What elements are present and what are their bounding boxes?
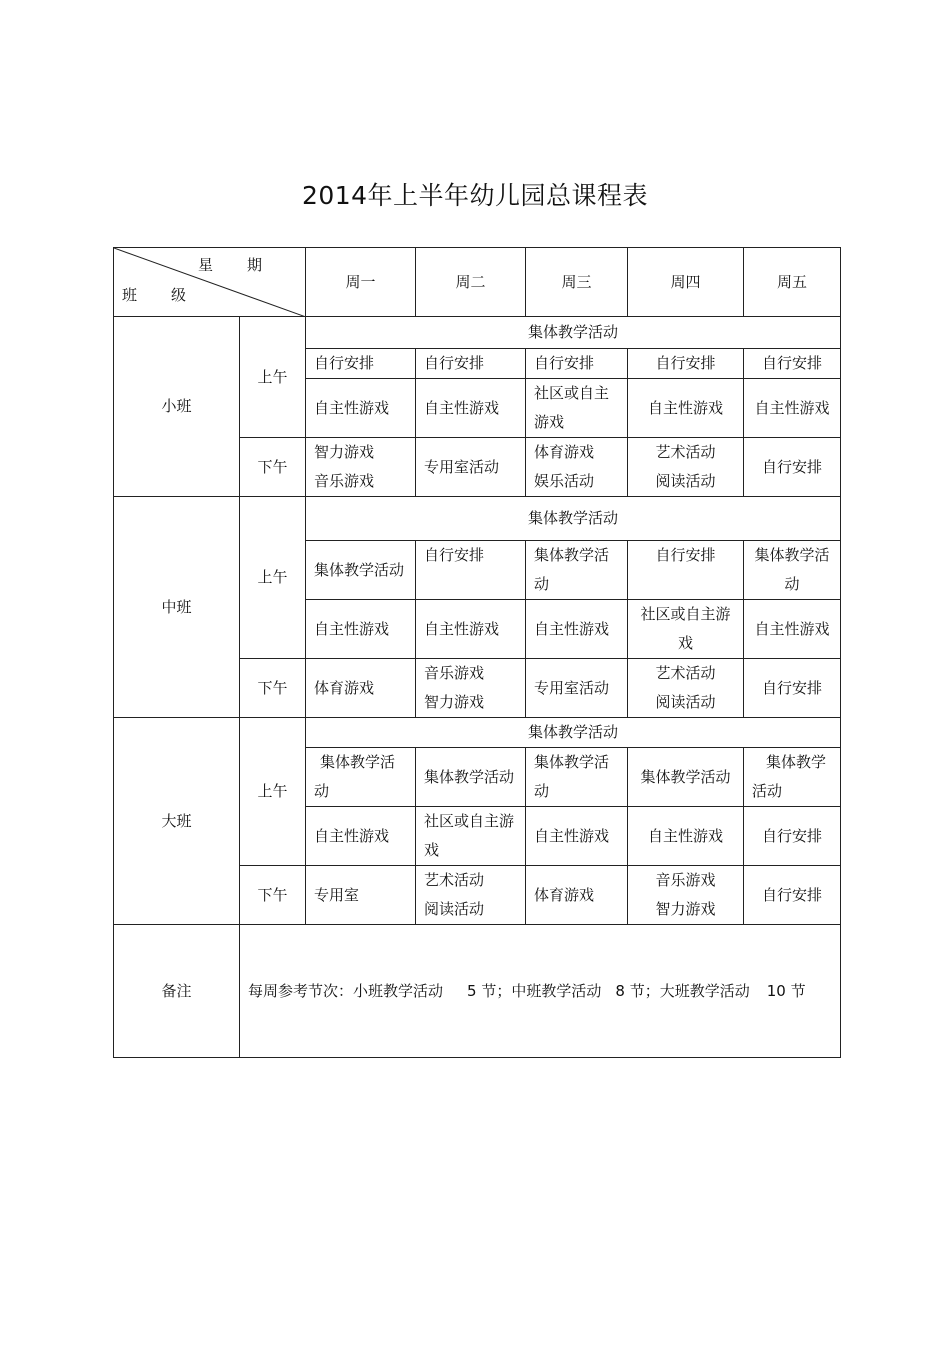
day-header-tue: 周二 [416, 248, 526, 317]
schedule-cell: 自主性游戏 [526, 600, 628, 659]
am-banner: 集体教学活动 [306, 718, 841, 748]
schedule-cell: 艺术活动 阅读活动 [628, 438, 744, 497]
schedule-cell: 专用室活动 [416, 438, 526, 497]
day-header-wed: 周三 [526, 248, 628, 317]
class-name-middle: 中班 [114, 497, 240, 718]
schedule-cell: 自行安排 [744, 807, 841, 866]
schedule-cell: 自主性游戏 [526, 807, 628, 866]
schedule-cell: 自行安排 [416, 541, 526, 600]
schedule-cell: 智力游戏 音乐游戏 [306, 438, 416, 497]
schedule-cell: 体育游戏 [526, 866, 628, 925]
corner-class-label: 班 级 [122, 286, 187, 304]
schedule-cell: 自主性游戏 [416, 379, 526, 438]
schedule-cell: 体育游戏 娱乐活动 [526, 438, 628, 497]
schedule-cell: 体育游戏 [306, 659, 416, 718]
am-banner: 集体教学活动 [306, 317, 841, 349]
note-label: 备注 [114, 925, 240, 1058]
corner-weekday-label: 星 期 [198, 256, 263, 274]
schedule-cell: 集体教学活 动 [306, 748, 416, 807]
schedule-cell: 艺术活动 阅读活动 [416, 866, 526, 925]
schedule-cell: 自行安排 [744, 438, 841, 497]
schedule-cell: 自行安排 [744, 349, 841, 379]
schedule-cell: 自主性游戏 [306, 807, 416, 866]
schedule-cell: 自行安排 [628, 541, 744, 600]
note-row [114, 925, 841, 1058]
schedule-cell: 自行安排 [416, 349, 526, 379]
schedule-cell: 专用室活动 [526, 659, 628, 718]
schedule-cell: 自主性游戏 [416, 600, 526, 659]
schedule-cell: 集体教学活动 [628, 748, 744, 807]
schedule-cell: 自行安排 [628, 349, 744, 379]
schedule-cell: 集体教学活动 [306, 541, 416, 600]
schedule-cell: 集体教学活 动 [744, 541, 841, 600]
period-am: 上午 [240, 718, 306, 866]
period-pm: 下午 [240, 659, 306, 718]
day-header-fri: 周五 [744, 248, 841, 317]
schedule-cell: 音乐游戏 智力游戏 [628, 866, 744, 925]
schedule-cell: 自主性游戏 [306, 379, 416, 438]
small-class-am-banner-row [114, 317, 841, 349]
schedule-table [113, 247, 841, 1058]
schedule-cell: 自主性游戏 [744, 600, 841, 659]
header-row [114, 248, 841, 317]
schedule-cell: 自主性游戏 [306, 600, 416, 659]
middle-class-am-banner-row [114, 497, 841, 541]
schedule-cell: 社区或自主游 戏 [628, 600, 744, 659]
period-am: 上午 [240, 317, 306, 438]
schedule-cell: 自行安排 [744, 866, 841, 925]
period-pm: 下午 [240, 866, 306, 925]
period-am: 上午 [240, 497, 306, 659]
page-title: 2014年上半年幼儿园总课程表 [301, 181, 649, 210]
schedule-cell: 自主性游戏 [628, 807, 744, 866]
class-name-small: 小班 [114, 317, 240, 497]
class-name-large: 大班 [114, 718, 240, 925]
schedule-cell: 专用室 [306, 866, 416, 925]
am-banner: 集体教学活动 [306, 497, 841, 541]
schedule-cell: 自行安排 [526, 349, 628, 379]
schedule-cell: 自主性游戏 [744, 379, 841, 438]
note-content: 每周参考节次：小班教学活动 5 节；中班教学活动 8 节；大班教学活动 10 节 [240, 925, 841, 1058]
period-pm: 下午 [240, 438, 306, 497]
large-class-am-banner-row [114, 718, 841, 748]
schedule-cell: 自行安排 [306, 349, 416, 379]
schedule-cell: 艺术活动 阅读活动 [628, 659, 744, 718]
schedule-cell: 集体教学 活动 [744, 748, 841, 807]
schedule-cell: 自主性游戏 [628, 379, 744, 438]
schedule-cell: 集体教学活 动 [526, 748, 628, 807]
schedule-cell: 集体教学活 动 [526, 541, 628, 600]
schedule-cell: 社区或自主游 戏 [416, 807, 526, 866]
schedule-cell: 自行安排 [744, 659, 841, 718]
corner-header-cell [114, 248, 306, 317]
schedule-cell: 音乐游戏 智力游戏 [416, 659, 526, 718]
day-header-mon: 周一 [306, 248, 416, 317]
day-header-thu: 周四 [628, 248, 744, 317]
schedule-cell: 社区或自主 游戏 [526, 379, 628, 438]
schedule-cell: 集体教学活动 [416, 748, 526, 807]
